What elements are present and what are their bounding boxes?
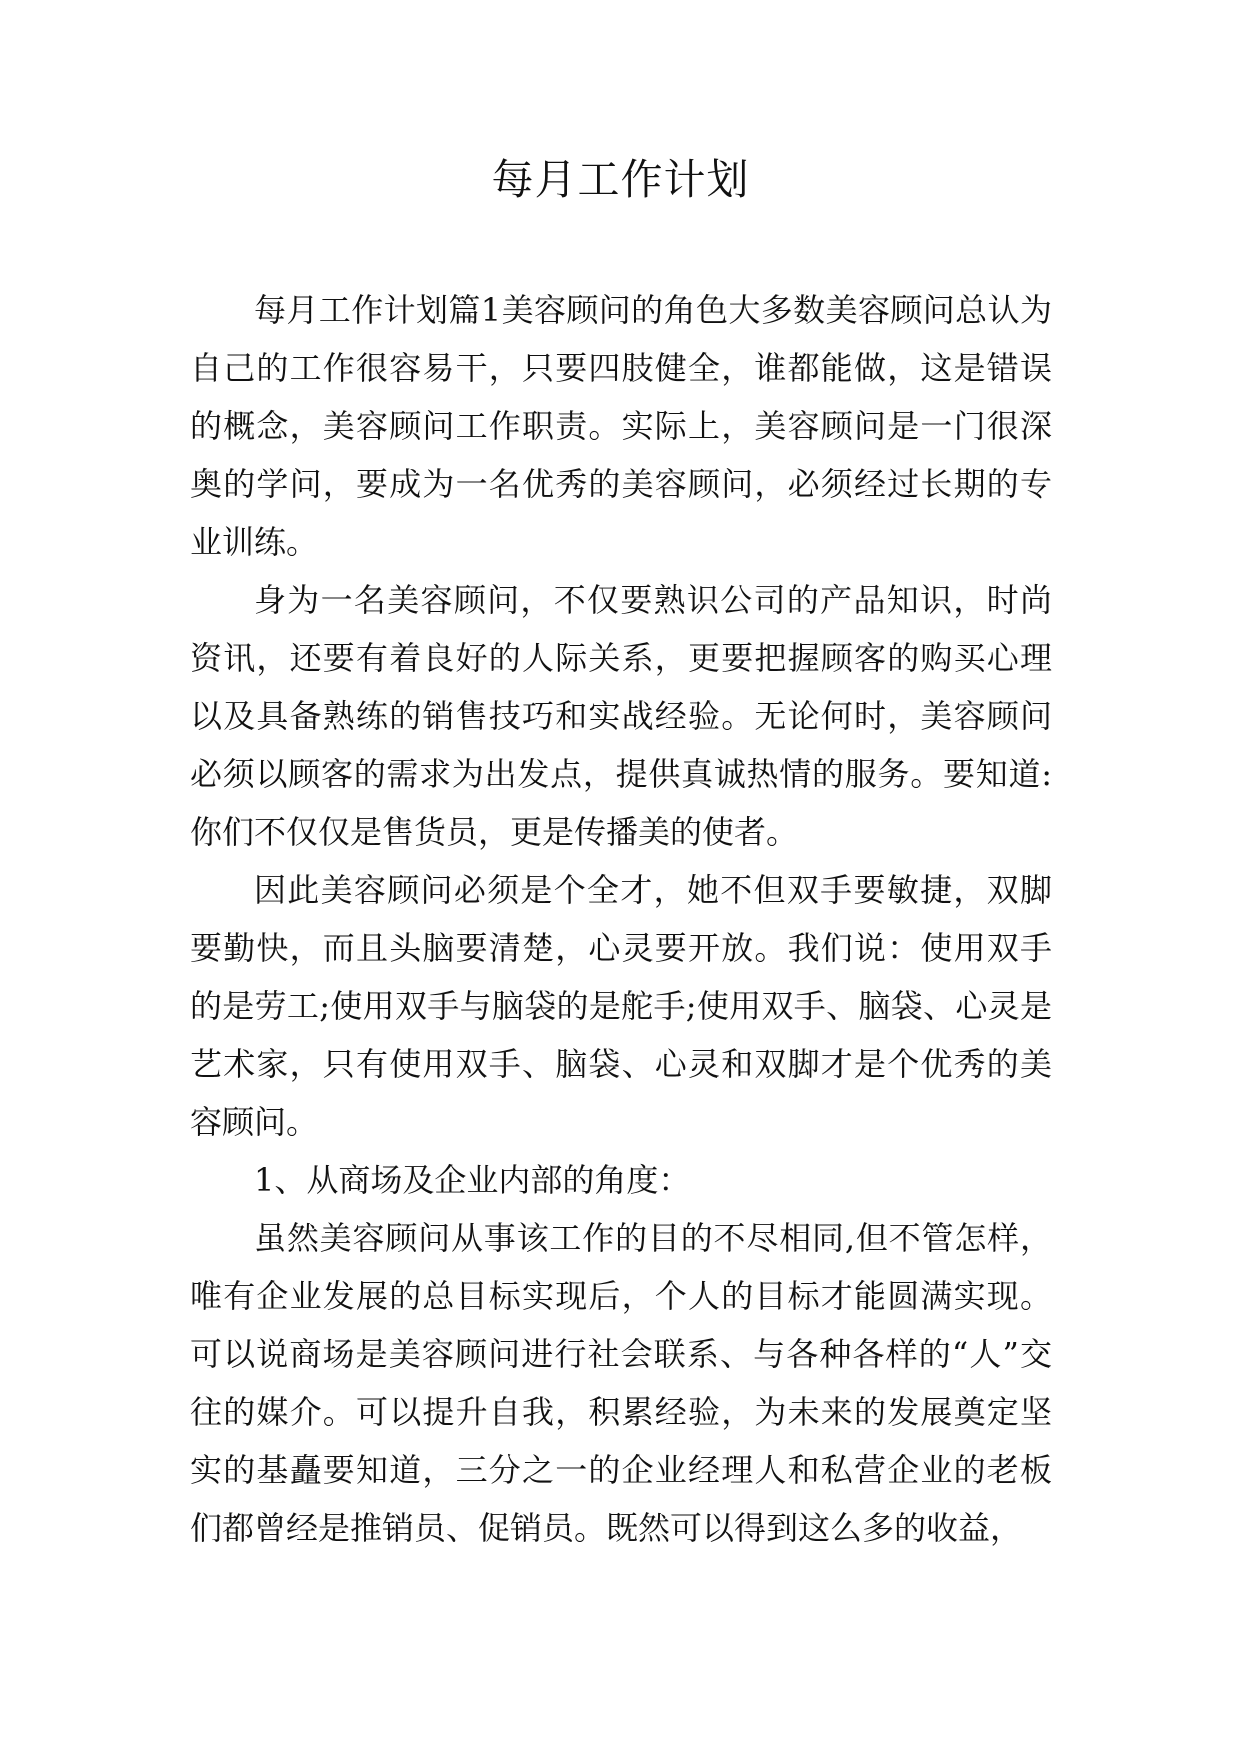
paragraph-role-of-beauty-consultant: 每月工作计划篇1美容顾问的角色大多数美容顾问总认为自己的工作很容易干，只要四肢健全，谁都能做，这是错误的概念，美容顾问工作职责。实际上，美容顾问是一门很深奥的学问，要成为一名优秀的美容顾问，必须经过长期的专业训练。	[190, 291, 1052, 561]
paragraph-enterprise-goals: 虽然美容顾问从事该工作的目的不尽相同,但不管怎样，唯有企业发展的总目标实现后，个人的目标才能圆满实现。可以说商场是美容顾问进行社会联系、与各种各样的“人”交往的媒介。可以提升自我，积累经验，为未来的发展奠定坚实的基矗要知道，三分之一的企业经理人和私营企业的老板们都曾经是推销员、促销员。既然可以得到这么多的收益，	[190, 1219, 1052, 1547]
section-heading-mall-perspective: 1、从商场及企业内部的角度：	[254, 1161, 691, 1199]
document-title: 每月工作计划	[491, 155, 750, 204]
document-body	[190, 281, 1052, 1557]
paragraph-consultant-requirements: 身为一名美容顾问，不仅要熟识公司的产品知识，时尚资讯，还要有着良好的人际关系，更要把握顾客的购买心理以及具备熟练的销售技巧和实战经验。无论何时，美容顾问必须以顾客的需求为出发点，提供真诚热情的服务。要知道:你们不仅仅是售货员，更是传播美的使者。	[190, 581, 1052, 851]
paragraph-all-rounder: 因此美容顾问必须是个全才，她不但双手要敏捷，双脚要勤快，而且头脑要清楚，心灵要开放。我们说：使用双手的是劳工;使用双手与脑袋的是舵手;使用双手、脑袋、心灵是艺术家，只有使用双手、脑袋、心灵和双脚才是个优秀的美容顾问。	[190, 871, 1052, 1141]
